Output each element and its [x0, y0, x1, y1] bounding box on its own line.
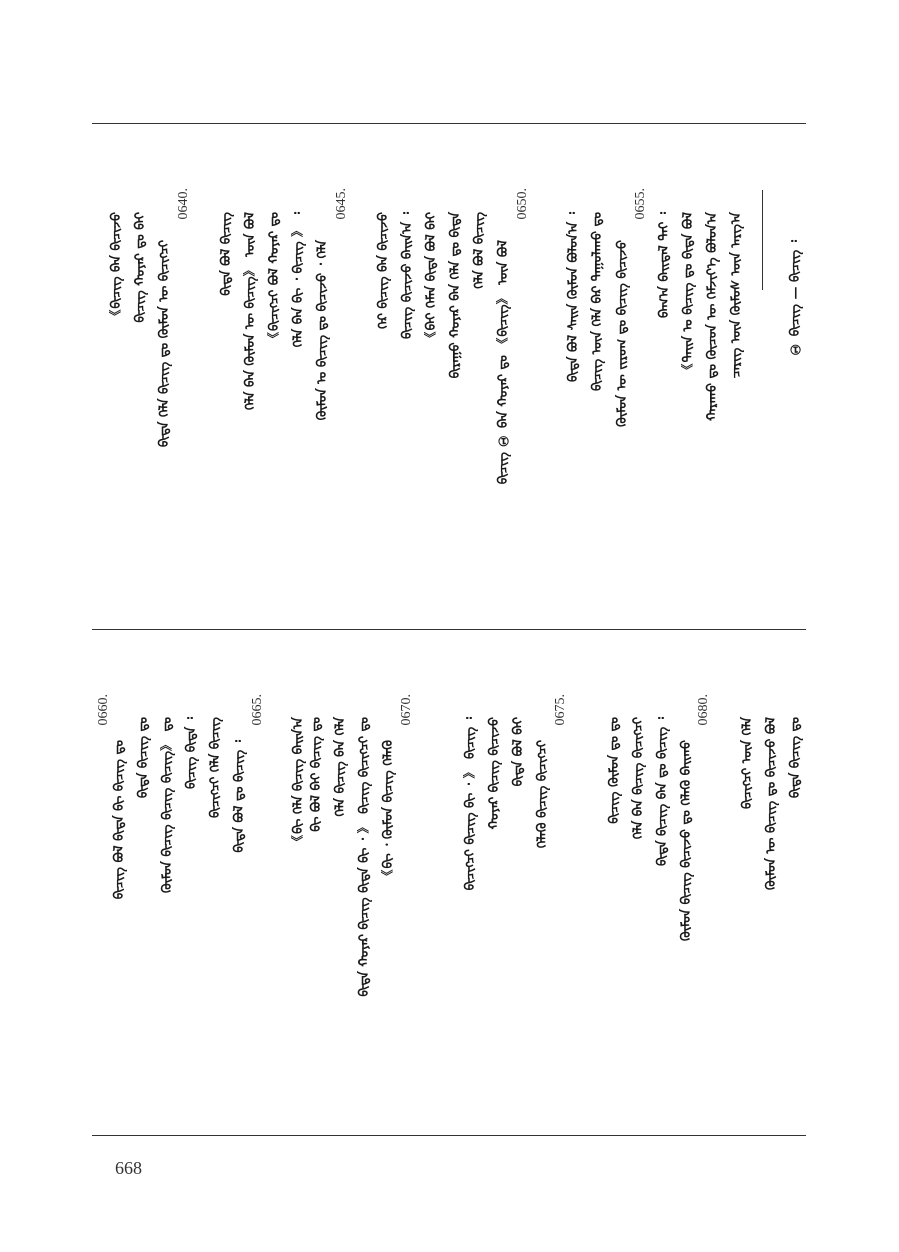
entry-number: 0660. [96, 694, 111, 726]
lower-line-17: ᠪᠢᠳᠡ ᠪᠣᠯ ᠳᠤ ᠪᠢᠴᠢᠭ ᠄ [232, 740, 247, 853]
upper-line-19: ᠪᠢᠳᠡ ᠬᠡᠯᠡ ᠪᠢᠴᠢᠭ ᠳᠤ ᠬᠦᠮᠦᠨ ᠦ ᠪᠢᠴᠢᠭᠴᠢ [157, 240, 172, 448]
footnote-text: ① ᠪᠢᠴᠢᠭ — ᠪᠢᠴᠢᠭ ᠄ [788, 240, 803, 356]
lower-line-19: ᠪᠢᠴᠢᠭ ᠪᠢᠳᠡ ᠄ [184, 717, 199, 789]
middle-rule [92, 629, 806, 630]
entry-number: 0655. [633, 188, 648, 220]
upper-line-18: ᠪᠢᠳᠡ ᠪᠣᠯ ᠪᠢᠴᠢᠭ [219, 212, 234, 296]
upper-line-13: ᠭᠡᠷ ᠪᠢᠴᠢᠭ ᠪᠡᠨ ᠪᠢᠴᠢᠵᠦ [376, 212, 391, 329]
upper-line-11: 《ᠪᠠᠢ ᠬᠡᠮᠡᠨ ᠪᠢᠳᠡ ᠪᠣᠯ ᠪᠠᠢ [424, 212, 439, 345]
upper-line-3: 《ᠳᠠᠢᠨ ᠤ ᠪᠢᠴᠢᠭ ᠳᠤ ᠪᠢᠳᠡ ᠪᠣᠯ [681, 212, 696, 377]
upper-line-10: ᠪᠢᠷᠠᠭᠤ ᠬᠣᠶᠠᠷ ᠪᠠᠨ ᠬᠡᠯᠡ ᠳᠤ ᠪᠢᠳᠡ [448, 212, 463, 379]
entry-number: 0680. [696, 694, 711, 726]
lower-line-15: ᠪᠢ ᠪᠣᠯ ᠪᠠᠢ ᠪᠢᠴᠢᠭ ᠳᠤ [309, 717, 324, 832]
lower-line-2: ᠬᠦᠮᠦᠨ ᠦ ᠪᠢᠴᠢᠭ ᠳᠤ ᠪᠢᠴᠢᠵᠦ ᠪᠣᠯ [764, 717, 779, 891]
lower-line-14: ᠬᠡᠯᠡ ᠪᠢᠴᠢᠭ ᠪᠠᠨ ᠬᠡᠯᠡ [333, 717, 348, 817]
upper-line-15: ᠬᠡᠯᠡ ᠪᠠᠨ ᠪᠢ ᠂ ᠪᠢᠴᠢᠭ 》 ᠄ [291, 212, 306, 348]
upper-line-17: ᠬᠡᠯᠡ ᠪᠠᠨ ᠬᠦᠮᠦᠨ ᠦ ᠪᠢᠴᠢᠭ》 ᠦᠨ ᠪᠣᠯ [243, 212, 258, 411]
upper-line-2: ᠬᠠᠷᠠᠬᠣ ᠳᠤ ᠬᠦᠴᠦᠨ ᠦ ᠬᠡᠮᠵᠢᠶ᠎ᠡ ᠪᠣᠯᠤᠨ᠎ᠠ [705, 212, 720, 422]
upper-line-21: 《ᠪᠢᠴᠢᠭ ᠪᠠᠨ ᠪᠢᠴᠢᠵᠦ [109, 212, 124, 323]
lower-line-4: ᠬᠦᠮᠦᠨ ᠪᠢᠴᠢᠭ ᠪᠢᠴᠢᠵᠦ ᠳᠤ ᠬᠡᠯᠡᠬᠦ ᠪᠠᠢᠬᠤ [679, 740, 694, 942]
entry-number: 0675. [553, 694, 568, 726]
upper-rule [92, 123, 806, 124]
page-number: 668 [115, 1158, 142, 1178]
lower-line-20: ᠬᠦᠮᠦᠨ ᠪᠢᠴᠢᠭ ᠪᠢᠴᠢᠭ ᠪᠢᠴᠢᠭ》 ᠳᠤ [160, 717, 175, 894]
lower-line-18: ᠪᠢᠴᠢᠭᠴᠢ ᠬᠡᠯᠡ ᠪᠢᠴᠢᠭ [208, 717, 223, 818]
lower-line-9: ᠪᠢᠳᠡ ᠪᠣᠯ ᠪᠠᠢ [511, 717, 526, 787]
upper-line-1: ᠴᠡᠷᠢᠭ ᠦᠨ ᠬᠦᠮᠦᠰ ᠦᠨ ᠠᠷᠭ᠎ᠠ [729, 212, 744, 379]
upper-line-12: ᠪᠢᠴᠢᠭ ᠪᠢᠴᠢᠵᠦ ᠪᠠᠢᠨ᠎ᠠ ᠄ [400, 212, 415, 340]
lower-line-6: ᠬᠡᠯᠡ ᠪᠠᠨ ᠪᠢᠴᠢᠭ ᠪᠢᠴᠢᠭᠴᠢ [631, 717, 646, 840]
upper-line-4: ᠪᠠᠭ᠎ᠠ ᠪᠠᠢᠳᠠᠯ ᠲᠠᠢ ᠄ [657, 212, 672, 319]
entry-number: 0650. [515, 188, 530, 220]
entry-number: 0670. [399, 694, 414, 726]
lower-line-1: ᠪᠢᠳᠡ ᠪᠢᠴᠢᠭ ᠳᠤ [788, 717, 803, 799]
lower-line-16: 《ᠪᠢ ᠬᠡᠯᠡ ᠪᠢᠴᠢᠭ ᠪᠠᠢᠨ᠎ᠠ [291, 717, 306, 848]
upper-line-16: 《ᠪᠢᠴᠢᠭᠴᠢ ᠪᠣᠯ ᠬᠣᠶᠠᠷ ᠳᠤ [267, 212, 282, 345]
entry-number: 0645. [334, 188, 349, 220]
upper-line-9: ᠬᠡᠯᠡ ᠪᠣᠯ ᠪᠢᠴᠢᠭ [472, 212, 487, 289]
upper-line-20: ᠪᠢᠴᠢᠭ ᠬᠣᠶᠠᠷ ᠳᠤ ᠪᠠᠢ [133, 212, 148, 323]
upper-line-6: ᠪᠢᠴᠢᠭ ᠦᠨ ᠬᠡᠯᠡ ᠪᠡᠷ ᠳᠠᠭᠤᠯᠠᠬᠤ ᠳᠤ [590, 212, 605, 392]
lower-line-13: ᠪᠢᠳᠡ ᠬᠣᠶᠠᠷ ᠪᠢᠴᠢᠭ ᠪᠢᠳᠡ ᠪᠢ ᠂ 》 ᠪᠢᠴᠢᠭ ᠪᠢᠴᠢᠭᠴᠢ ᠳᠤ [357, 717, 372, 997]
lower-line-8: ᠬᠡᠯᠡᠬᠦ ᠪᠢᠴᠢᠭ ᠪᠢᠴᠢᠭᠴᠢ [535, 740, 550, 849]
entry-number: 0640. [176, 188, 191, 220]
lower-line-3: ᠪᠢᠴᠢᠭᠴᠢ ᠦᠨ ᠬᠡᠯᠡ [740, 717, 755, 810]
upper-line-8: ᠪᠢᠴᠢᠭ ① ᠪᠠᠨ ᠬᠣᠶᠠᠷ ᠳᠤ 《ᠪᠢᠴᠢᠭ》 ᠦᠨ ᠪᠣᠯ [496, 240, 511, 485]
lower-line-10: ᠬᠣᠶᠠᠷ ᠪᠢᠴᠢᠭ ᠪᠢᠴᠢᠵᠦ [487, 717, 502, 830]
lower-line-5: ᠪᠢᠳᠡ ᠪᠢᠴᠢᠭ ᠪᠠᠨ ᠳᠤ ᠪᠢᠴᠢᠭ ᠄ [655, 717, 670, 866]
upper-line-14: ᠬᠦᠮᠦᠨ ᠤ ᠪᠢᠴᠢᠭ ᠳᠤ ᠪᠢᠴᠢᠵᠦ ᠂ ᠬᠡᠯᠡ [315, 240, 330, 421]
footnote-marker: ① [788, 340, 803, 356]
upper-line-5: ᠬᠦᠮᠦᠨ ᠦ ᠵᠢᠷᠤᠭ ᠳᠤ ᠪᠢᠴᠢᠭ ᠪᠢᠴᠢᠵᠦ [615, 240, 630, 427]
upper-line-7: ᠪᠢᠳᠡ ᠪᠣᠯ ᠰᠠᠢᠨ ᠬᠦᠮᠦᠨ ᠪᠣᠯᠤᠨ᠎ᠠ ᠄ [566, 212, 581, 382]
entry-number: 0665. [250, 694, 265, 726]
footnote-separator [762, 190, 763, 290]
lower-rule [92, 1135, 806, 1136]
lower-line-11: ᠪᠢᠴᠢᠭᠴᠢ ᠪᠢᠴᠢᠭ ᠪᠢ ᠂ 》 ᠪᠢᠴᠢᠭ ᠄ [463, 717, 478, 891]
lower-line-7: ᠪᠢᠴᠢᠭ ᠬᠦᠮᠦᠨ ᠳᠤ ᠳᠤ [607, 717, 622, 824]
lower-line-21: ᠪᠢᠳᠡ ᠪᠢᠴᠢᠭ ᠳᠤ [136, 717, 151, 799]
lower-line-22: ᠪᠢᠴᠢᠭ ᠪᠣᠯ ᠪᠢᠳᠡ ᠪᠢ ᠪᠢᠴᠢᠭ ᠳᠤ [112, 740, 127, 900]
lower-line-12: 《ᠪᠢ ᠂ ᠬᠦᠮᠦᠨ ᠪᠢᠴᠢᠭ ᠬᠡᠯᠡᠬᠦ [381, 740, 396, 883]
